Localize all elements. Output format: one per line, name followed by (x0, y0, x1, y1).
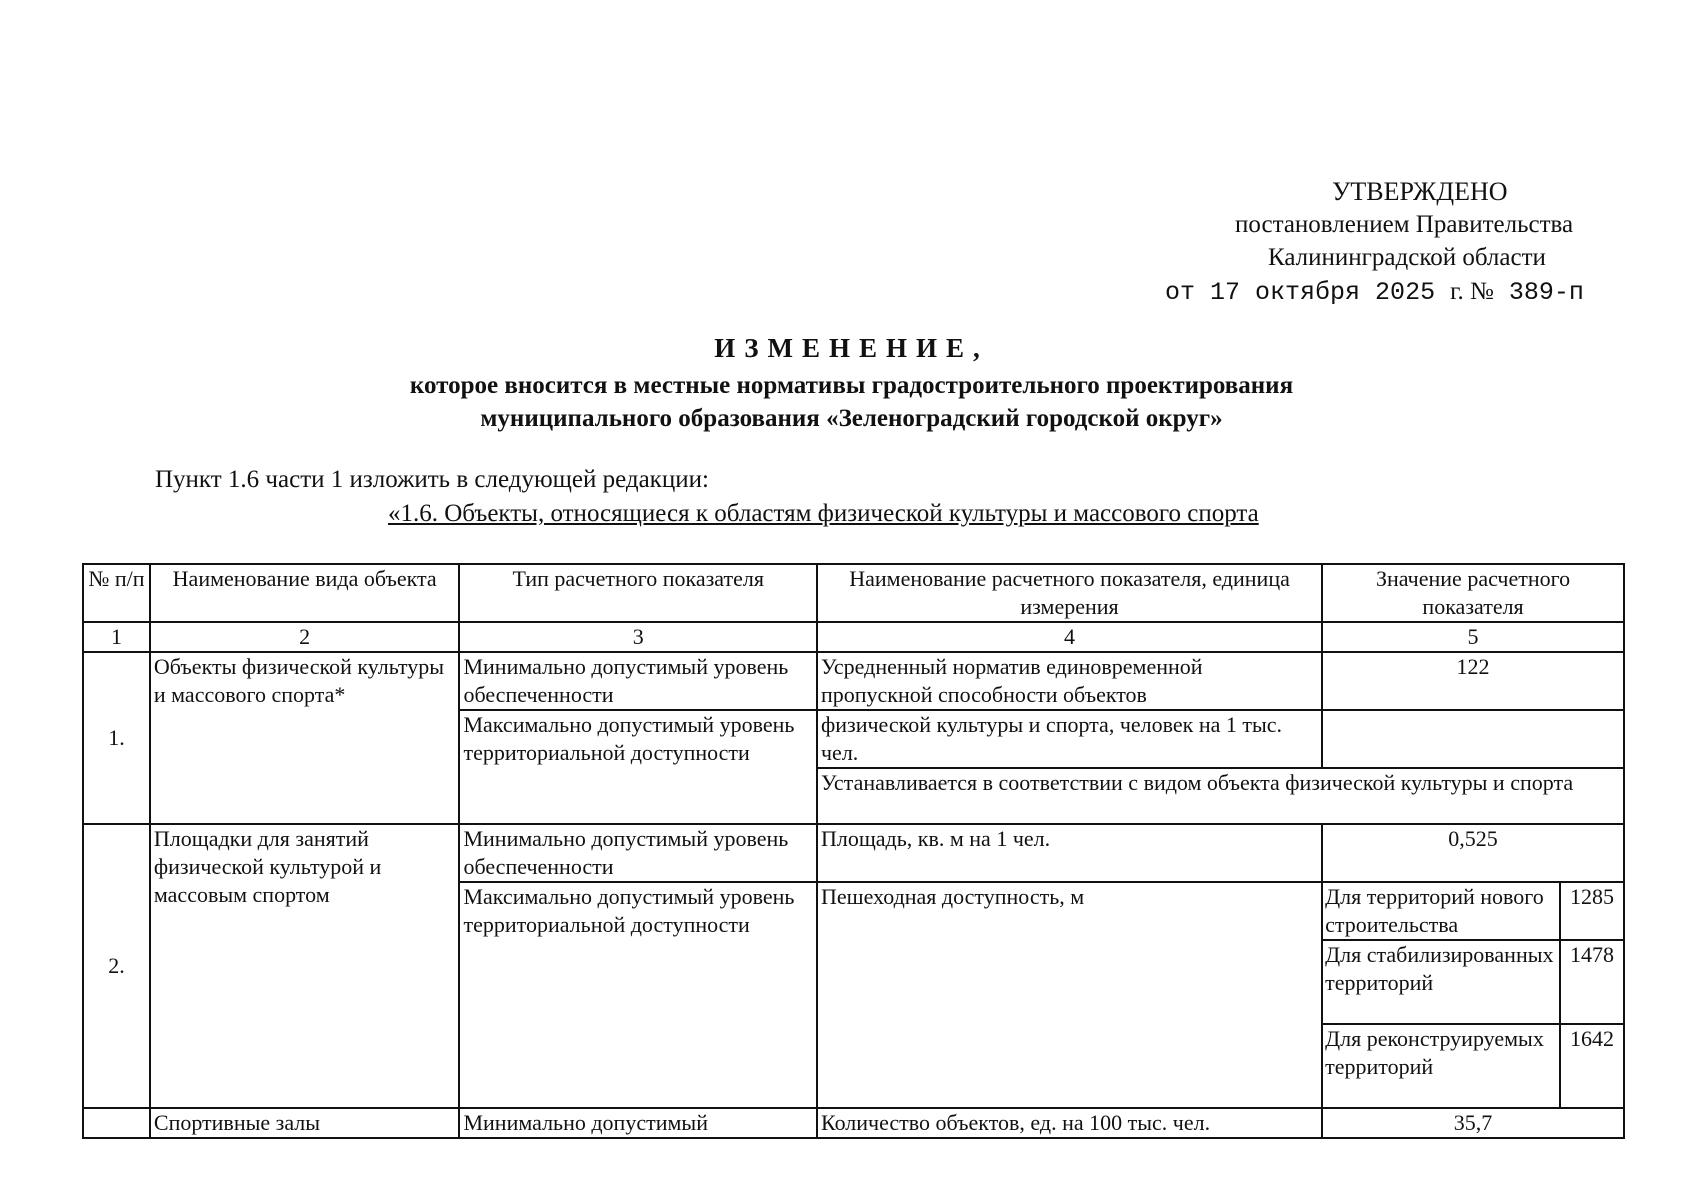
table-header-row (83, 564, 1624, 622)
sub-label: Для территорий нового строительства (1322, 882, 1560, 940)
sub-value: 1478 (1560, 940, 1624, 1024)
col-number: 3 (459, 622, 817, 652)
indicator-value: 35,7 (1322, 1108, 1624, 1138)
indicator-name: физической культуры и спорта, человек на 1 тыс. чел. (817, 710, 1322, 768)
norms-table (82, 563, 1625, 1139)
sub-value: 1285 (1560, 882, 1624, 940)
section-heading: «1.6. Объекты, относящиеся к областям физической культуры и массового спорта (388, 500, 1259, 527)
row-number: 1. (83, 652, 150, 824)
document-subtitle-1: которое вносится в местные нормативы градостроительного проектирования (409, 372, 1294, 399)
sub-label: Для реконструируемых территорий (1322, 1024, 1560, 1108)
document-title: ИЗМЕНЕНИЕ, (714, 333, 989, 363)
indicator-note: Устанавливается в соответствии с видом объекта физической культуры и спорта (817, 768, 1624, 824)
indicator-value: 122 (1322, 652, 1624, 710)
approval-title: УТВЕРЖДЕНО (1332, 177, 1508, 206)
table-col-number-row (83, 622, 1624, 652)
approval-date-prefix: от (1165, 278, 1196, 307)
indicator-type: Максимально допустимый уровень территориальной доступности (459, 710, 817, 824)
object-name: Площадки для занятий физической культурой и массовым спортом (150, 824, 460, 1108)
indicator-type: Минимально допустимый уровень обеспеченности (459, 652, 817, 710)
indicator-name: Пешеходная доступность, м (817, 882, 1322, 1108)
header-num: № п/п (83, 564, 150, 622)
approval-issuer: постановлением Правительства (1235, 211, 1574, 238)
approval-date-line (1165, 275, 1584, 309)
approval-region: Калининградской области (1268, 244, 1546, 271)
sub-value: 1642 (1560, 1024, 1624, 1108)
col-number: 2 (150, 622, 460, 652)
object-name: Спортивные залы (150, 1108, 460, 1138)
sub-label: Для стабилизированных территорий (1322, 940, 1560, 1024)
indicator-name: Усредненный норматив единовременной пропускной способности объектов (817, 652, 1322, 710)
indicator-type: Минимально допустимый (459, 1108, 817, 1138)
col-number: 5 (1322, 622, 1624, 652)
indicator-name: Площадь, кв. м на 1 чел. (817, 824, 1322, 882)
row-number: 2. (83, 824, 150, 1108)
approval-date: 17 октября 2025 (1210, 278, 1436, 307)
header-type: Тип расчетного показателя (459, 564, 817, 622)
object-name: Объекты физической культуры и массового спорта* (150, 652, 460, 824)
approval-g: г. № (1450, 278, 1494, 305)
table-row (83, 1108, 1624, 1138)
intro-paragraph: Пункт 1.6 части 1 изложить в следующей редакции: (155, 466, 709, 493)
row-number (83, 1108, 150, 1138)
indicator-type: Максимально допустимый уровень территориальной доступности (459, 882, 817, 1108)
col-number: 4 (817, 622, 1322, 652)
indicator-value: 0,525 (1322, 824, 1624, 882)
table-row (83, 652, 1624, 710)
document-subtitle-2: муниципального образования «Зеленоградский городской округ» (480, 405, 1223, 432)
indicator-type: Минимально допустимый уровень обеспеченности (459, 824, 817, 882)
approval-number: 389-п (1508, 278, 1584, 307)
indicator-name: Количество объектов, ед. на 100 тыс. чел. (817, 1108, 1322, 1138)
table-row (83, 824, 1624, 882)
col-number: 1 (83, 622, 150, 652)
indicator-value-empty (1322, 710, 1624, 768)
header-value: Значение расчетного показателя (1322, 564, 1624, 622)
header-indicator: Наименование расчетного показателя, единица измерения (817, 564, 1322, 622)
header-name: Наименование вида объекта (150, 564, 460, 622)
